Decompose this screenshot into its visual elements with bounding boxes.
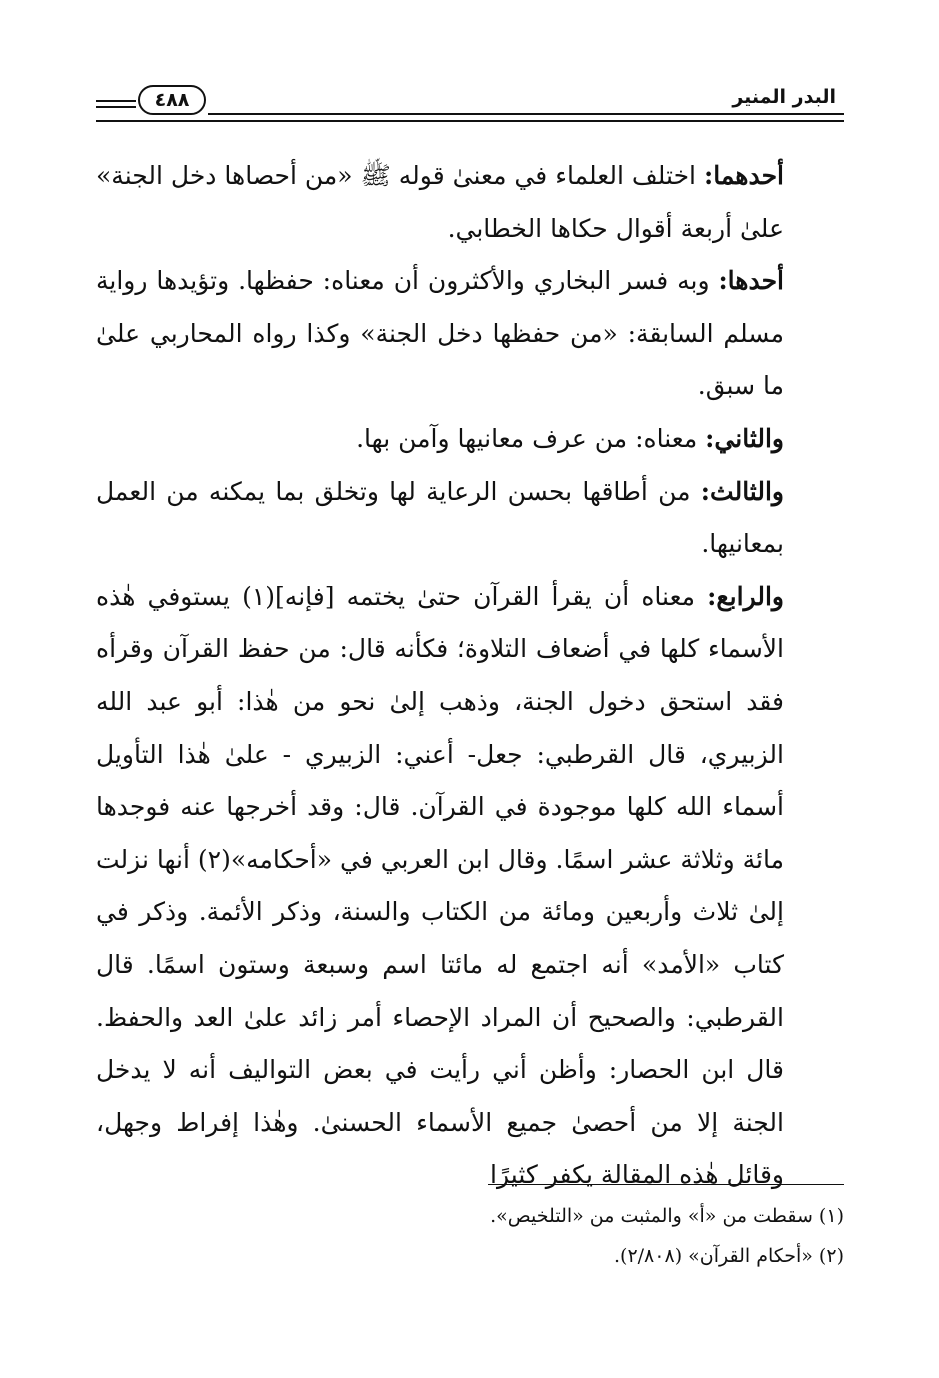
paragraph xyxy=(96,255,844,413)
running-title: البدر المنير xyxy=(732,86,836,108)
footnote-rule xyxy=(488,1184,844,1185)
paragraph xyxy=(96,571,844,1202)
footnotes xyxy=(96,1196,844,1276)
paragraph-text: معناه: من عرف معانيها وآمن بها. xyxy=(356,423,706,453)
paragraph-lead: والرابع: xyxy=(707,581,784,611)
footnote: (٢) «أحكام القرآن» (٢/٨٠٨). xyxy=(614,1245,844,1267)
paragraph-text: وبه فسر البخاري والأكثرون أن معناه: حفظها. وتؤيدها رواية مسلم السابقة: «من حفظها دخل الجنة» وكذا رواه المحاربي علىٰ ما سبق. xyxy=(96,266,784,401)
paragraph xyxy=(96,413,844,466)
footnote: (١) سقطت من «أ» والمثبت من «التلخيص». xyxy=(490,1205,844,1227)
header-rule-bottom xyxy=(96,120,844,122)
paragraph xyxy=(96,466,844,571)
paragraph-lead: أحدها: xyxy=(718,266,784,296)
paragraph-text: معناه أن يقرأ القرآن حتىٰ يختمه [فإنه](١) يستوفي هٰذه الأسماء كلها في أضعاف التلاوة؛ فكأنه قال: من حفظ القرآن وقرأه فقد استحق دخول الجنة، وذهب إلىٰ نحو من هٰذا: أبو عبد الله الزبيري، قال القرطبي: جعل- أعني: الزبيري - علىٰ هٰذا التأويل أسماء الله كلها موجودة في القرآن. قال: وقد أخرجها عنه فوجدها مائة وثلاثة عشر اسمًا. وقال ابن العربي في «أحكامه»(٢) أنها نزلت إلىٰ ثلاث وأربعين ومائة من الكتاب والسنة، وذكر الأئمة. وذكر في كتاب «الأمد» أنه اجتمع له مائتا اسم وسبعة وستون اسمًا. قال القرطبي: والصحيح أن المراد الإحصاء أمر زائد علىٰ العد والحفظ. قال ابن الحصار: وأظن أني رأيت في بعض التواليف أنه لا يدخل الجنة إلا من أحصىٰ جميع الأسماء الحسنىٰ. وهٰذا إفراط وجهل، وقائل هٰذه المقالة يكفر كثيرًا xyxy=(96,581,784,1190)
header-rule-left xyxy=(96,100,136,102)
paragraph-text: من أطاقها بحسن الرعاية لها وتخلق بما يمكنه من العمل بمعانيها. xyxy=(96,476,784,559)
paragraph-lead: أحدهما: xyxy=(703,161,784,190)
header-rule-top xyxy=(208,113,844,115)
paragraph-text: اختلف العلماء في معنىٰ قوله ﷺ «من أحصاها دخل الجنة» علىٰ أربعة أقوال حكاها الخطابي. xyxy=(96,161,784,243)
main-text xyxy=(96,150,844,1202)
paragraph xyxy=(96,150,844,255)
page-header xyxy=(96,84,844,130)
paragraph-lead: والثاني: xyxy=(705,423,784,453)
page-number: ٤٨٨ xyxy=(138,85,206,115)
paragraph-lead: والثالث: xyxy=(700,476,784,506)
header-rule-left xyxy=(96,106,136,108)
